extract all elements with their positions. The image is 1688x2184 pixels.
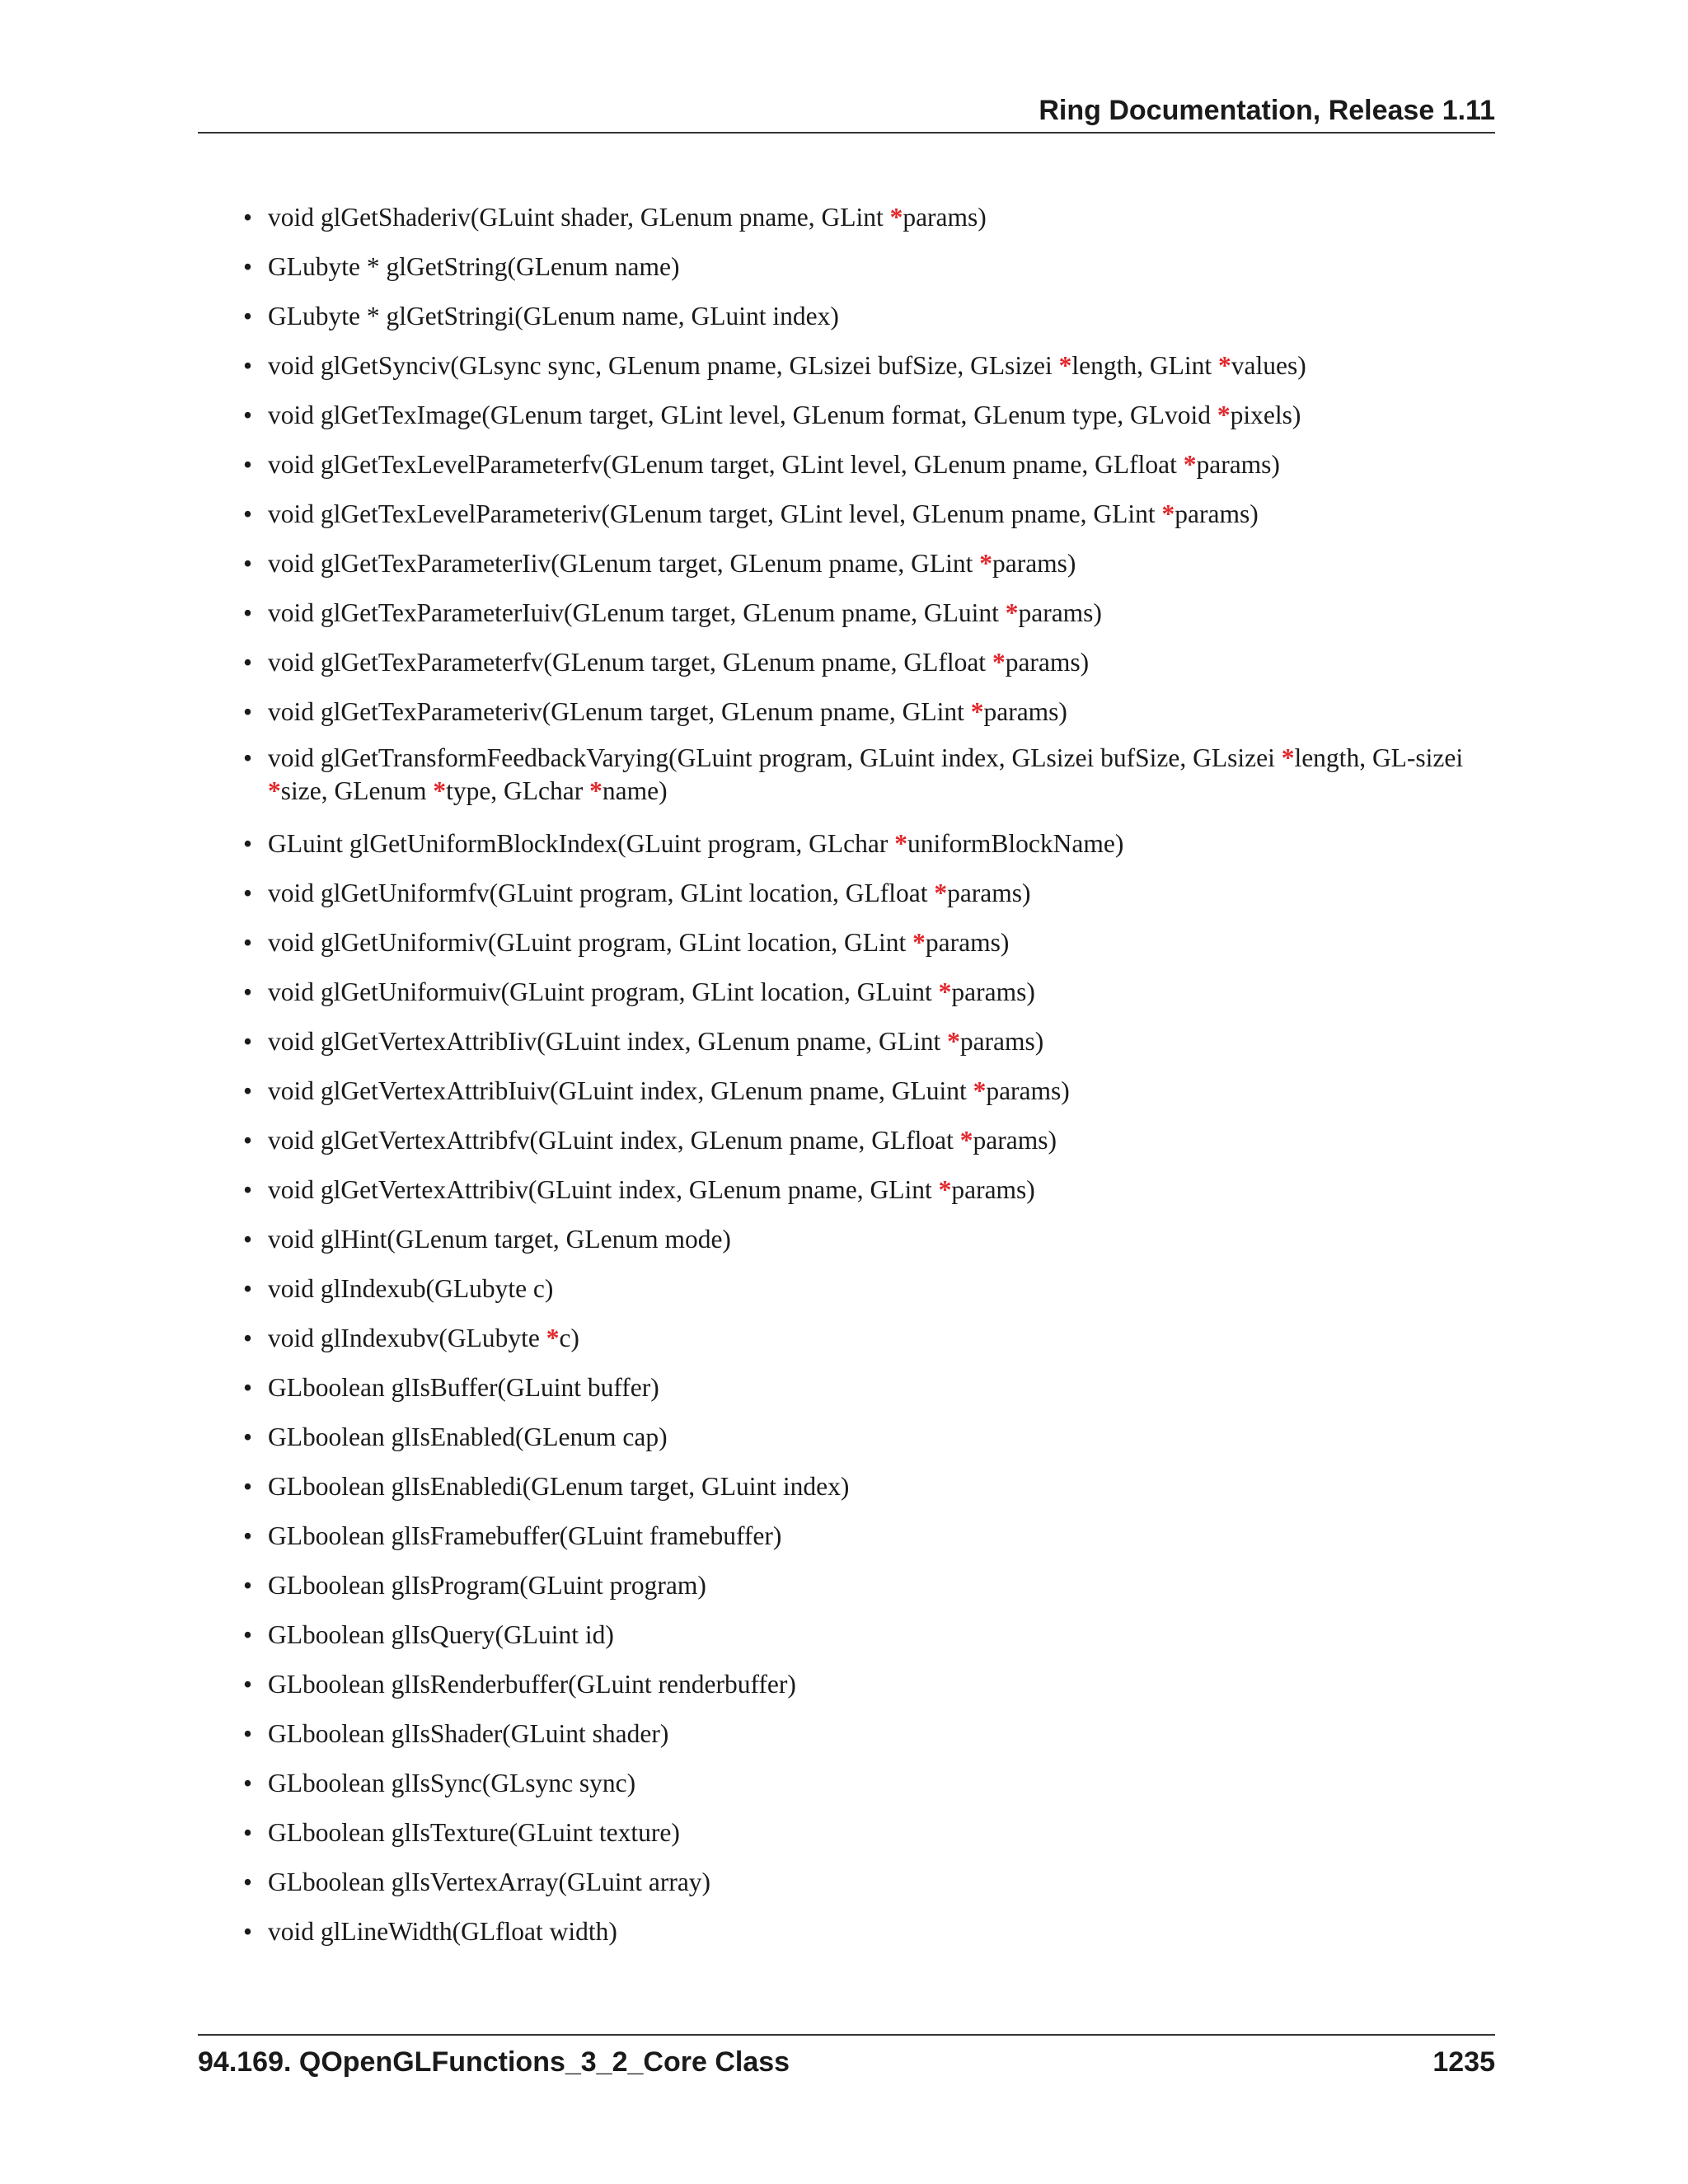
signature-text: void glGetTexLevelParameterfv(GLenum target, GLint level, GLenum pname, GLfloat: [268, 450, 1184, 479]
signature-text: params): [1175, 499, 1259, 528]
signature-text: params): [959, 1027, 1044, 1056]
signature-text: GLboolean glIsEnabled(GLenum cap): [268, 1422, 668, 1451]
signature-text: GLuint glGetUniformBlockIndex(GLuint program, GLchar: [268, 829, 895, 858]
function-signature: [243, 1516, 1496, 1555]
pointer-asterisk: *: [938, 1175, 952, 1204]
function-signature: [243, 593, 1496, 632]
section-title: 94.169. QOpenGLFunctions_3_2_Core Class: [198, 2046, 790, 2078]
signature-text: size, GLenum: [280, 776, 434, 805]
signature-text: params): [983, 697, 1067, 726]
signature-text: params): [1196, 450, 1280, 479]
signature-text: void glGetVertexAttribIiv(GLuint index, GLenum pname, GLint: [268, 1027, 948, 1056]
signature-text: GLboolean glIsShader(GLuint shader): [268, 1719, 669, 1748]
function-signature: [243, 1912, 1496, 1951]
pointer-asterisk: *: [894, 829, 907, 858]
pointer-asterisk: *: [973, 1076, 987, 1105]
pointer-asterisk: *: [947, 1027, 960, 1056]
function-signature: [243, 1665, 1496, 1704]
signature-text: params): [951, 1175, 1035, 1204]
function-signature: [243, 1071, 1496, 1110]
page-footer: [198, 2034, 1495, 2085]
signature-text: void glGetTransformFeedbackVarying(GLuint program, GLuint index, GLsizei bufSize, GLsizei: [268, 743, 1282, 772]
signature-text: void glGetTexParameterfv(GLenum target, GLenum pname, GLfloat: [268, 648, 992, 677]
function-list: [243, 198, 1496, 1961]
pointer-asterisk: *: [1005, 598, 1019, 627]
function-signature: [243, 198, 1496, 237]
function-signature: [243, 445, 1496, 484]
function-signature: [243, 923, 1496, 962]
function-signature: [243, 1863, 1496, 1901]
signature-text: void glIndexubv(GLubyte: [268, 1324, 546, 1352]
function-signature: [243, 544, 1496, 583]
signature-text: void glGetTexImage(GLenum target, GLint level, GLenum format, GLenum type, GLvoid: [268, 401, 1217, 429]
signature-text: params): [1018, 598, 1102, 627]
function-signature: [243, 1615, 1496, 1654]
pointer-asterisk: *: [546, 1324, 560, 1352]
function-signature: [243, 1319, 1496, 1357]
signature-text: c): [559, 1324, 579, 1352]
page-number: 1235: [1432, 2046, 1495, 2078]
signature-text: void glGetShaderiv(GLuint shader, GLenum pname, GLint: [268, 203, 890, 232]
signature-text: void glGetVertexAttribfv(GLuint index, GLenum pname, GLfloat: [268, 1126, 960, 1155]
signature-text: void glGetUniformfv(GLuint program, GLint location, GLfloat: [268, 879, 935, 907]
function-signature: [243, 1764, 1496, 1802]
function-signature: [243, 494, 1496, 533]
pointer-asterisk: *: [889, 203, 903, 232]
function-signature: [243, 247, 1496, 286]
pointer-asterisk: *: [934, 879, 948, 907]
signature-text: GLboolean glIsProgram(GLuint program): [268, 1571, 706, 1600]
signature-text: GLboolean glIsTexture(GLuint texture): [268, 1818, 680, 1847]
signature-text: params): [951, 977, 1035, 1006]
signature-text: GLboolean glIsVertexArray(GLuint array): [268, 1868, 711, 1896]
pointer-asterisk: *: [1183, 450, 1197, 479]
pointer-asterisk: *: [589, 776, 603, 805]
signature-text: type, GLchar: [446, 776, 590, 805]
signature-text: void glGetSynciv(GLsync sync, GLenum pname, GLsizei bufSize, GLsizei: [268, 351, 1059, 380]
function-signature: [243, 1566, 1496, 1605]
function-signature: [243, 1813, 1496, 1852]
function-signature: [243, 643, 1496, 682]
function-signature: [243, 1121, 1496, 1160]
signature-text: GLboolean glIsRenderbuffer(GLuint renderbuffer): [268, 1670, 796, 1699]
pointer-asterisk: *: [268, 776, 281, 805]
signature-text: length, GLint: [1071, 351, 1219, 380]
signature-text: GLboolean glIsFramebuffer(GLuint framebuffer): [268, 1521, 782, 1550]
function-signature: [243, 1418, 1496, 1456]
signature-text: void glGetTexLevelParameteriv(GLenum target, GLint level, GLenum pname, GLint: [268, 499, 1162, 528]
signature-text: params): [1005, 648, 1090, 677]
pointer-asterisk: *: [938, 977, 952, 1006]
signature-text: GLubyte * glGetString(GLenum name): [268, 252, 680, 281]
signature-text: void glIndexub(GLubyte c): [268, 1274, 554, 1303]
pointer-asterisk: *: [1161, 499, 1175, 528]
function-signature: [243, 874, 1496, 912]
document-title: Ring Documentation, Release 1.11: [1039, 95, 1495, 126]
signature-text: values): [1231, 351, 1306, 380]
function-signature: [243, 1714, 1496, 1753]
signature-text: void glGetVertexAttribIuiv(GLuint index, GLenum pname, GLuint: [268, 1076, 973, 1105]
signature-text: params): [986, 1076, 1070, 1105]
function-signature: [243, 824, 1496, 863]
signature-text: uniformBlockName): [907, 829, 1124, 858]
function-signature: [243, 346, 1496, 385]
signature-text: void glLineWidth(GLfloat width): [268, 1917, 617, 1946]
signature-text: void glGetTexParameterIiv(GLenum target, GLenum pname, GLint: [268, 549, 980, 578]
function-signature: [243, 1368, 1496, 1407]
pointer-asterisk: *: [992, 648, 1006, 677]
signature-text: params): [903, 203, 987, 232]
function-signature: [243, 1269, 1496, 1308]
signature-text: pixels): [1230, 401, 1301, 429]
signature-text: params): [973, 1126, 1057, 1155]
signature-text: GLboolean glIsEnabledi(GLenum target, GLuint index): [268, 1472, 850, 1501]
signature-text: void glGetUniformiv(GLuint program, GLint location, GLint: [268, 928, 913, 957]
signature-text: GLboolean glIsBuffer(GLuint buffer): [268, 1373, 659, 1402]
signature-text: void glGetTexParameteriv(GLenum target, GLenum pname, GLint: [268, 697, 971, 726]
signature-text: void glGetTexParameterIuiv(GLenum target, GLenum pname, GLuint: [268, 598, 1006, 627]
function-signature: [243, 396, 1496, 434]
pointer-asterisk: *: [1058, 351, 1072, 380]
pointer-asterisk: *: [1281, 743, 1295, 772]
pointer-asterisk: *: [979, 549, 992, 578]
signature-text: name): [602, 776, 668, 805]
signature-text: params): [992, 549, 1076, 578]
pointer-asterisk: *: [433, 776, 447, 805]
function-signature: [243, 297, 1496, 335]
function-signature: [243, 692, 1496, 731]
signature-text: void glGetVertexAttribiv(GLuint index, GLenum pname, GLint: [268, 1175, 939, 1204]
signature-text: params): [925, 928, 1010, 957]
pointer-asterisk: *: [959, 1126, 973, 1155]
function-signature: [243, 1467, 1496, 1506]
pointer-asterisk: *: [1217, 401, 1231, 429]
function-signature: [243, 1022, 1496, 1061]
signature-text: void glGetUniformuiv(GLuint program, GLint location, GLuint: [268, 977, 939, 1006]
signature-text: GLboolean glIsQuery(GLuint id): [268, 1620, 614, 1649]
function-signature: [243, 972, 1496, 1011]
function-signature: [243, 1220, 1496, 1258]
pointer-asterisk: *: [1218, 351, 1231, 380]
pointer-asterisk: *: [970, 697, 984, 726]
signature-text: length, GL-sizei: [1294, 743, 1464, 772]
signature-text: GLubyte * glGetStringi(GLenum name, GLuint index): [268, 302, 839, 330]
signature-text: void glHint(GLenum target, GLenum mode): [268, 1225, 731, 1254]
signature-text: GLboolean glIsSync(GLsync sync): [268, 1769, 636, 1797]
function-signature: [243, 742, 1496, 808]
function-signature: [243, 1170, 1496, 1209]
page-header: [198, 89, 1495, 134]
pointer-asterisk: *: [912, 928, 926, 957]
signature-text: params): [947, 879, 1031, 907]
